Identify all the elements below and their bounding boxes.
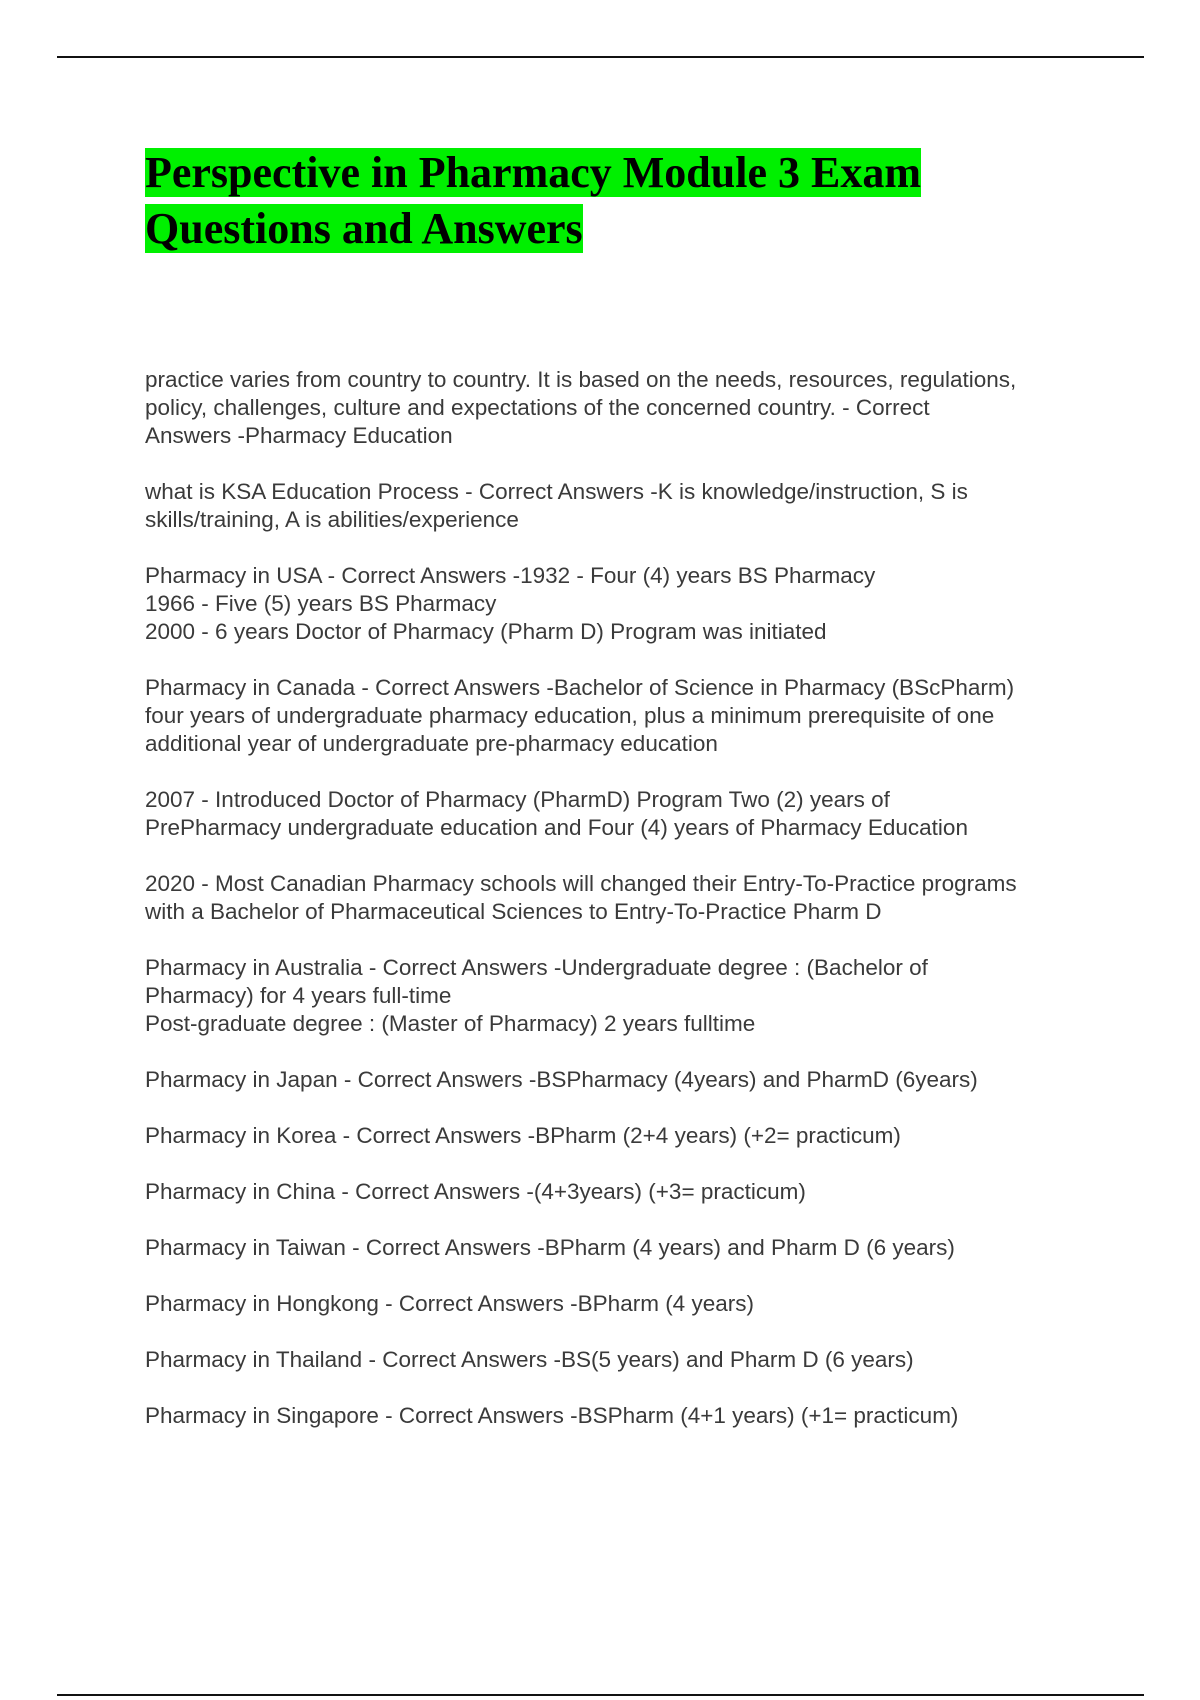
qa-entry xyxy=(145,786,1095,842)
qa-entry-line: Pharmacy) for 4 years full-time xyxy=(145,983,452,1008)
qa-entry-line: what is KSA Education Process - Correct Answers -K is knowledge/instruction, S is xyxy=(145,479,968,504)
qa-entry xyxy=(145,366,1095,450)
qa-entry xyxy=(145,1066,1095,1094)
qa-entry-line: four years of undergraduate pharmacy education, plus a minimum prerequisite of one xyxy=(145,703,995,728)
qa-entry-line: Pharmacy in Thailand - Correct Answers -BS(5 years) and Pharm D (6 years) xyxy=(145,1347,914,1372)
qa-entry-line: with a Bachelor of Pharmaceutical Sciences to Entry-To-Practice Pharm D xyxy=(145,899,882,924)
qa-list xyxy=(145,366,1095,1458)
qa-entry-line: policy, challenges, culture and expectations of the concerned country. - Correct xyxy=(145,395,930,420)
qa-entry xyxy=(145,1402,1095,1430)
qa-entry xyxy=(145,1234,1095,1262)
qa-entry xyxy=(145,870,1095,926)
qa-entry xyxy=(145,1178,1095,1206)
qa-entry-line: Pharmacy in Canada - Correct Answers -Bachelor of Science in Pharmacy (BScPharm) xyxy=(145,675,1015,700)
footer-rule xyxy=(57,1694,1144,1696)
qa-entry-line: Pharmacy in Taiwan - Correct Answers -BPharm (4 years) and Pharm D (6 years) xyxy=(145,1235,955,1260)
document-title xyxy=(145,145,1045,257)
qa-entry-line: skills/training, A is abilities/experience xyxy=(145,507,519,532)
qa-entry-line: PrePharmacy undergraduate education and Four (4) years of Pharmacy Education xyxy=(145,815,968,840)
qa-entry-line: Post-graduate degree : (Master of Pharmacy) 2 years fulltime xyxy=(145,1011,756,1036)
qa-entry xyxy=(145,1290,1095,1318)
document-title-text: Perspective in Pharmacy Module 3 Exam Questions and Answers xyxy=(145,148,921,253)
qa-entry xyxy=(145,478,1095,534)
qa-entry-line: practice varies from country to country. It is based on the needs, resources, regulations, xyxy=(145,367,1017,392)
qa-entry-line: Answers -Pharmacy Education xyxy=(145,423,453,448)
qa-entry-line: 1966 - Five (5) years BS Pharmacy xyxy=(145,591,497,616)
qa-entry-line: Pharmacy in USA - Correct Answers -1932 - Four (4) years BS Pharmacy xyxy=(145,563,876,588)
qa-entry xyxy=(145,562,1095,646)
qa-entry-line: 2000 - 6 years Doctor of Pharmacy (Pharm D) Program was initiated xyxy=(145,619,827,644)
qa-entry-line: Pharmacy in China - Correct Answers -(4+3years) (+3= practicum) xyxy=(145,1179,806,1204)
qa-entry-line: Pharmacy in Korea - Correct Answers -BPharm (2+4 years) (+2= practicum) xyxy=(145,1123,901,1148)
qa-entry-line: Pharmacy in Japan - Correct Answers -BSPharmacy (4years) and PharmD (6years) xyxy=(145,1067,978,1092)
qa-entry xyxy=(145,1346,1095,1374)
header-rule xyxy=(57,56,1144,58)
qa-entry xyxy=(145,954,1095,1038)
qa-entry-line: Pharmacy in Hongkong - Correct Answers -BPharm (4 years) xyxy=(145,1291,754,1316)
qa-entry-line: Pharmacy in Singapore - Correct Answers -BSPharm (4+1 years) (+1= practicum) xyxy=(145,1403,959,1428)
qa-entry-line: Pharmacy in Australia - Correct Answers -Undergraduate degree : (Bachelor of xyxy=(145,955,928,980)
qa-entry xyxy=(145,674,1095,758)
qa-entry-line: 2020 - Most Canadian Pharmacy schools will changed their Entry-To-Practice programs xyxy=(145,871,1017,896)
qa-entry-line: 2007 - Introduced Doctor of Pharmacy (PharmD) Program Two (2) years of xyxy=(145,787,890,812)
qa-entry xyxy=(145,1122,1095,1150)
qa-entry-line: additional year of undergraduate pre-pharmacy education xyxy=(145,731,718,756)
